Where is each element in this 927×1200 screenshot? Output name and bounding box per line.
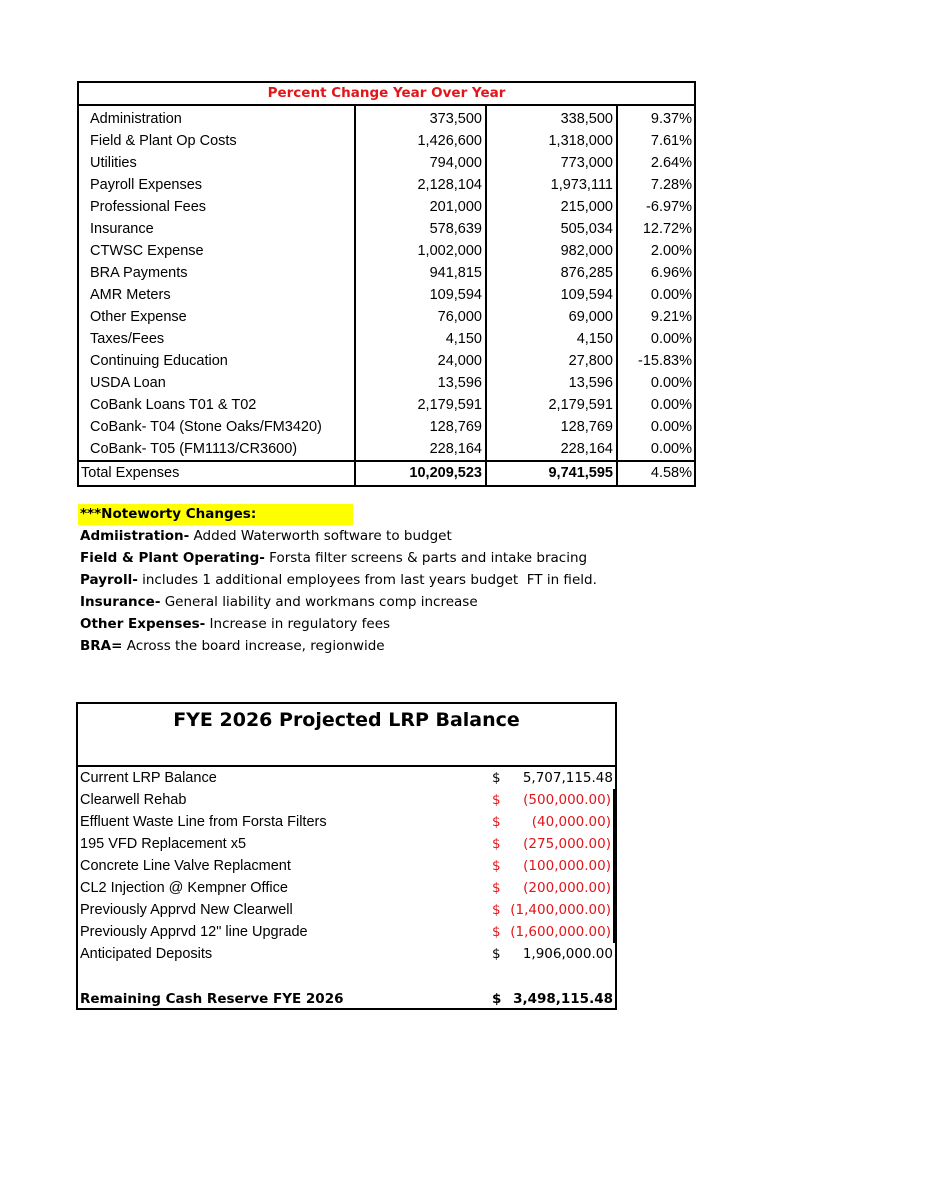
row-name: Utilities: [78, 152, 355, 174]
row-name: CoBank- T05 (FM1113/CR3600): [78, 438, 355, 461]
percent-change-table: [77, 81, 696, 487]
lrp-row: [78, 767, 615, 789]
lrp-row: [78, 921, 615, 943]
lrp-amount-cell: [484, 811, 615, 833]
currency-symbol: $: [492, 991, 502, 1007]
currency-symbol: $: [492, 946, 501, 962]
table-row: [78, 152, 695, 174]
table-row: [78, 394, 695, 416]
lrp-label: Concrete Line Valve Replacment: [80, 858, 291, 874]
currency-symbol: $: [492, 858, 501, 874]
notes-list: [78, 525, 778, 657]
row-name: Continuing Education: [78, 350, 355, 372]
lrp-amount-cell: [484, 988, 615, 1010]
currency-symbol: $: [492, 880, 501, 896]
note-line: [78, 547, 778, 569]
previous-value: 128,769: [486, 416, 617, 438]
note-label: Other Expenses-: [80, 616, 206, 632]
lrp-balance-table: [76, 702, 617, 1010]
row-name: Taxes/Fees: [78, 328, 355, 350]
table-row: [78, 218, 695, 240]
lrp-amount: 5,707,115.48: [522, 770, 613, 786]
previous-value: 338,500: [486, 105, 617, 130]
table-row: [78, 372, 695, 394]
lrp-amount: (100,000.00): [523, 858, 611, 874]
previous-value: 27,800: [486, 350, 617, 372]
lrp-row: [78, 877, 615, 899]
table-row: [78, 350, 695, 372]
note-label: BRA=: [80, 638, 123, 654]
lrp-rows: [78, 767, 615, 1010]
current-value: 228,164: [355, 438, 486, 461]
lrp-title: FYE 2026 Projected LRP Balance: [78, 704, 615, 767]
row-name: Other Expense: [78, 306, 355, 328]
current-value: 373,500: [355, 105, 486, 130]
lrp-amount: 1,906,000.00: [522, 946, 613, 962]
row-name: CoBank Loans T01 & T02: [78, 394, 355, 416]
lrp-amount-cell: [484, 767, 615, 789]
percent-change: 0.00%: [617, 284, 695, 306]
lrp-label: Previously Apprvd New Clearwell: [80, 902, 293, 918]
lrp-amount: (40,000.00): [531, 814, 611, 830]
table-title-row: [78, 82, 695, 105]
percent-change: 9.21%: [617, 306, 695, 328]
percent-change: 0.00%: [617, 438, 695, 461]
table-row: [78, 130, 695, 152]
notes-header: ***Noteworty Changes:: [78, 504, 353, 525]
previous-value: 505,034: [486, 218, 617, 240]
row-name: Field & Plant Op Costs: [78, 130, 355, 152]
percent-change: 6.96%: [617, 262, 695, 284]
lrp-label: Anticipated Deposits: [80, 946, 213, 962]
lrp-amount-cell: [484, 943, 615, 965]
note-line: [78, 613, 778, 635]
lrp-amount-cell: [484, 899, 615, 921]
lrp-total-row: [78, 988, 615, 1010]
row-name: AMR Meters: [78, 284, 355, 306]
current-value: 941,815: [355, 262, 486, 284]
table-row: [78, 284, 695, 306]
previous-value: 1,973,111: [486, 174, 617, 196]
lrp-row: [78, 943, 615, 965]
table-title: Percent Change Year Over Year: [78, 82, 695, 105]
percent-change: 7.61%: [617, 130, 695, 152]
current-value: 794,000: [355, 152, 486, 174]
currency-symbol: $: [492, 770, 501, 786]
noteworthy-changes: [78, 504, 778, 657]
table-row: [78, 240, 695, 262]
row-name: Payroll Expenses: [78, 174, 355, 196]
current-value: 2,179,591: [355, 394, 486, 416]
note-line: [78, 591, 778, 613]
currency-symbol: $: [492, 836, 501, 852]
table-row: [78, 262, 695, 284]
row-name: BRA Payments: [78, 262, 355, 284]
note-text: General liability and workmans comp increase: [160, 594, 478, 610]
note-label: Admiistration-: [80, 528, 190, 544]
table-row: [78, 306, 695, 328]
note-text: includes 1 additional employees from last years budget FT in field.: [137, 572, 597, 588]
lrp-amount: (200,000.00): [523, 880, 611, 896]
note-text: Added Waterworth software to budget: [189, 528, 452, 544]
total-current: 10,209,523: [355, 461, 486, 486]
lrp-amount-cell: [484, 833, 615, 855]
row-name: CTWSC Expense: [78, 240, 355, 262]
previous-value: 4,150: [486, 328, 617, 350]
table-row: [78, 105, 695, 130]
lrp-label: CL2 Injection @ Kempner Office: [80, 880, 288, 896]
total-label: Total Expenses: [78, 461, 355, 486]
current-value: 1,002,000: [355, 240, 486, 262]
lrp-amount-cell: [484, 921, 615, 943]
lrp-row: [78, 789, 615, 811]
note-line: [78, 525, 778, 547]
previous-value: 773,000: [486, 152, 617, 174]
current-value: 2,128,104: [355, 174, 486, 196]
lrp-amount-cell: [484, 877, 615, 899]
current-value: 109,594: [355, 284, 486, 306]
lrp-label: Effluent Waste Line from Forsta Filters: [80, 814, 327, 830]
lrp-label: Current LRP Balance: [80, 770, 217, 786]
percent-change: 0.00%: [617, 328, 695, 350]
current-value: 201,000: [355, 196, 486, 218]
lrp-amount: (500,000.00): [523, 792, 611, 808]
lrp-label: Remaining Cash Reserve FYE 2026: [80, 991, 344, 1007]
percent-change: 7.28%: [617, 174, 695, 196]
percent-change: 0.00%: [617, 416, 695, 438]
previous-value: 876,285: [486, 262, 617, 284]
table-row: [78, 328, 695, 350]
lrp-row: [78, 899, 615, 921]
note-line: [78, 569, 778, 591]
total-row: [78, 461, 695, 486]
current-value: 1,426,600: [355, 130, 486, 152]
previous-value: 228,164: [486, 438, 617, 461]
currency-symbol: $: [492, 924, 501, 940]
percent-change: 12.72%: [617, 218, 695, 240]
row-name: Insurance: [78, 218, 355, 240]
previous-value: 69,000: [486, 306, 617, 328]
row-name: USDA Loan: [78, 372, 355, 394]
lrp-amount: 3,498,115.48: [513, 991, 613, 1007]
previous-value: 109,594: [486, 284, 617, 306]
currency-symbol: $: [492, 814, 501, 830]
current-value: 578,639: [355, 218, 486, 240]
table-row: [78, 174, 695, 196]
note-label: Field & Plant Operating-: [80, 550, 265, 566]
lrp-row: [78, 855, 615, 877]
percent-change: -6.97%: [617, 196, 695, 218]
table-row: [78, 416, 695, 438]
lrp-label: 195 VFD Replacement x5: [80, 836, 247, 852]
note-text: Forsta filter screens & parts and intake bracing: [264, 550, 588, 566]
row-name: Administration: [78, 105, 355, 130]
lrp-row: [78, 811, 615, 833]
lrp-label: Previously Apprvd 12" line Upgrade: [80, 924, 308, 940]
note-label: Payroll-: [80, 572, 138, 588]
total-percent: 4.58%: [617, 461, 695, 486]
row-name: Professional Fees: [78, 196, 355, 218]
lrp-row: [78, 833, 615, 855]
lrp-amount-cell: [484, 855, 615, 877]
previous-value: 215,000: [486, 196, 617, 218]
percent-change: 0.00%: [617, 394, 695, 416]
lrp-amount: (1,600,000.00): [510, 924, 611, 940]
table-row: [78, 438, 695, 461]
lrp-amount: (275,000.00): [523, 836, 611, 852]
previous-value: 982,000: [486, 240, 617, 262]
spacer: [78, 965, 615, 988]
percent-change: 0.00%: [617, 372, 695, 394]
current-value: 4,150: [355, 328, 486, 350]
previous-value: 2,179,591: [486, 394, 617, 416]
currency-symbol: $: [492, 792, 501, 808]
note-label: Insurance-: [80, 594, 161, 610]
note-line: [78, 635, 778, 657]
table-row: [78, 196, 695, 218]
total-previous: 9,741,595: [486, 461, 617, 486]
note-text: Increase in regulatory fees: [205, 616, 391, 632]
percent-change: 9.37%: [617, 105, 695, 130]
previous-value: 1,318,000: [486, 130, 617, 152]
currency-symbol: $: [492, 902, 501, 918]
current-value: 13,596: [355, 372, 486, 394]
percent-change: -15.83%: [617, 350, 695, 372]
previous-value: 13,596: [486, 372, 617, 394]
lrp-amount-cell: [484, 789, 615, 811]
lrp-amount: (1,400,000.00): [510, 902, 611, 918]
lrp-label: Clearwell Rehab: [80, 792, 187, 808]
current-value: 76,000: [355, 306, 486, 328]
percent-change: 2.64%: [617, 152, 695, 174]
current-value: 128,769: [355, 416, 486, 438]
percent-change: 2.00%: [617, 240, 695, 262]
row-name: CoBank- T04 (Stone Oaks/FM3420): [78, 416, 355, 438]
note-text: Across the board increase, regionwide: [122, 638, 385, 654]
current-value: 24,000: [355, 350, 486, 372]
